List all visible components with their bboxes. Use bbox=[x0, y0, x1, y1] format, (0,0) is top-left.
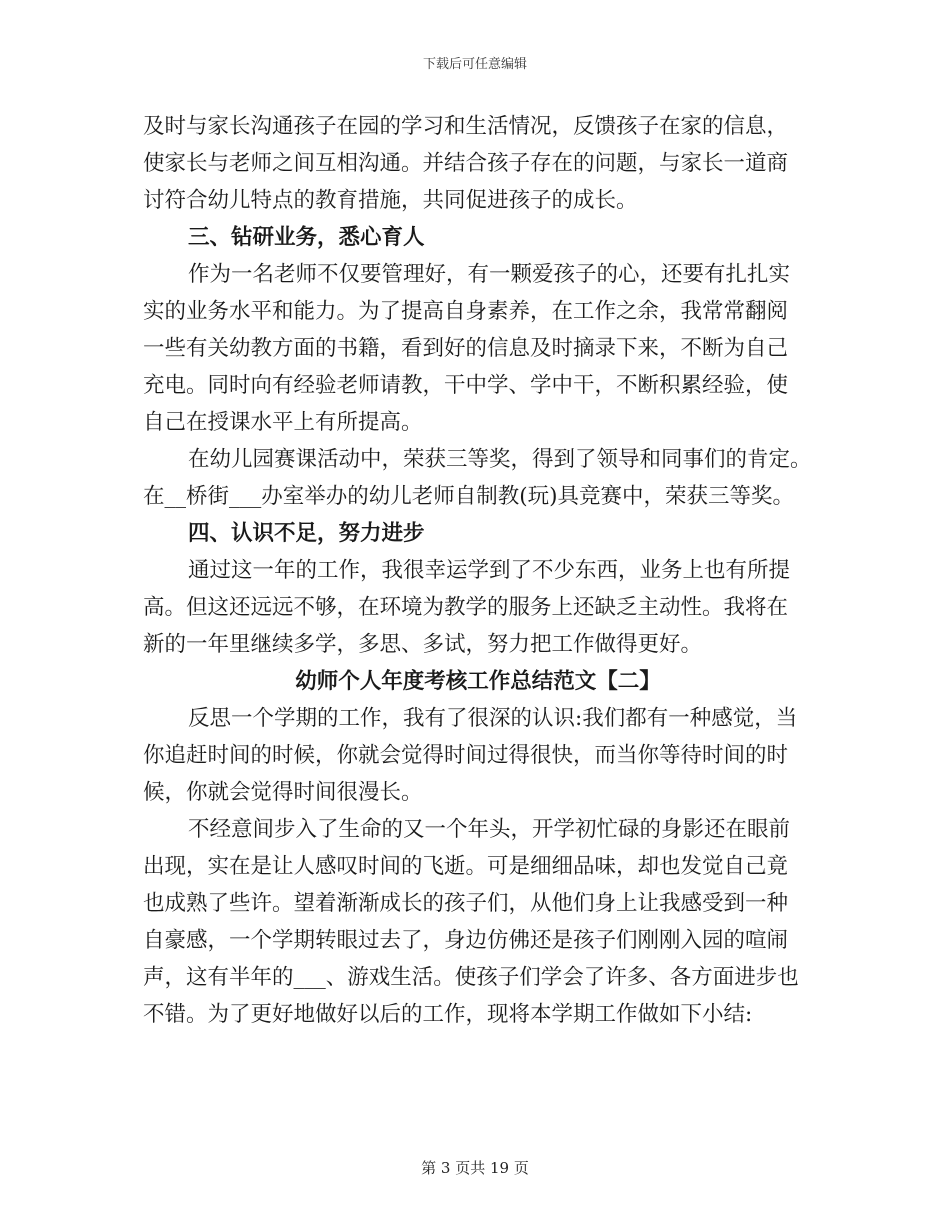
paragraph-line: 通过这一年的工作，我很幸运学到了不少东西，业务上也有所提 bbox=[188, 558, 791, 583]
paragraph-line: 新的一年里继续多学，多思、多试，努力把工作做得更好。 bbox=[143, 632, 703, 657]
paragraph-line: 及时与家长沟通孩子在园的学习和生活情况，反馈孩子在家的信息， bbox=[143, 114, 789, 139]
document-title: 幼师个人年度考核工作总结范文【二】 bbox=[295, 669, 661, 694]
paragraph-line: 出现，实在是让人感叹时间的飞逝。可是细细品味，却也发觉自己竟 bbox=[143, 854, 789, 879]
paragraph-line: 作为一名老师不仅要管理好，有一颗爱孩子的心，还要有扎扎实 bbox=[188, 262, 791, 287]
section-heading: 四、认识不足，努力进步 bbox=[188, 521, 425, 546]
paragraph-line: 讨符合幼儿特点的教育措施，共同促进孩子的成长。 bbox=[143, 188, 638, 213]
paragraph-line: 反思一个学期的工作，我有了很深的认识:我们都有一种感觉，当 bbox=[188, 706, 798, 731]
section-heading: 三、钻研业务，悉心育人 bbox=[188, 225, 425, 250]
page-footer: 第 3 页共 19 页 bbox=[421, 1159, 529, 1177]
paragraph-line: 不经意间步入了生命的又一个年头，开学初忙碌的身影还在眼前 bbox=[188, 817, 791, 842]
paragraph-line: 候，你就会觉得时间很漫长。 bbox=[143, 780, 423, 805]
paragraph-line: 在__桥街___办室举办的幼儿老师自制教(玩)具竞赛中，荣获三等奖。 bbox=[143, 484, 795, 509]
paragraph-line: 在幼儿园赛课活动中，荣获三等奖，得到了领导和同事们的肯定。 bbox=[188, 447, 812, 472]
paragraph-line: 高。但这还远远不够，在环境为教学的服务上还缺乏主动性。我将在 bbox=[143, 595, 789, 620]
paragraph-line: 你追赶时间的时候，你就会觉得时间过得很快，而当你等待时间的时 bbox=[143, 743, 789, 768]
paragraph-line: 不错。为了更好地做好以后的工作，现将本学期工作做如下小结: bbox=[143, 1002, 753, 1027]
paragraph-line: 自己在授课水平上有所提高。 bbox=[143, 410, 423, 435]
paragraph-line: 声，这有半年的___、游戏生活。使孩子们学会了许多、各方面进步也 bbox=[143, 965, 799, 990]
page-header: 下载后可任意编辑 bbox=[422, 57, 527, 72]
paragraph-line: 充电。同时向有经验老师请教，干中学、学中干，不断积累经验，使 bbox=[143, 373, 789, 398]
document-body bbox=[143, 108, 813, 1033]
paragraph-line: 自豪感，一个学期转眼过去了，身边仿佛还是孩子们刚刚入园的喧闹 bbox=[143, 928, 789, 953]
paragraph-line: 实的业务水平和能力。为了提高自身素养，在工作之余，我常常翻阅 bbox=[143, 299, 789, 324]
paragraph-line: 使家长与老师之间互相沟通。并结合孩子存在的问题，与家长一道商 bbox=[143, 151, 789, 176]
paragraph-line: 一些有关幼教方面的书籍，看到好的信息及时摘录下来，不断为自己 bbox=[143, 336, 789, 361]
paragraph-line: 也成熟了些许。望着渐渐成长的孩子们，从他们身上让我感受到一种 bbox=[143, 891, 789, 916]
